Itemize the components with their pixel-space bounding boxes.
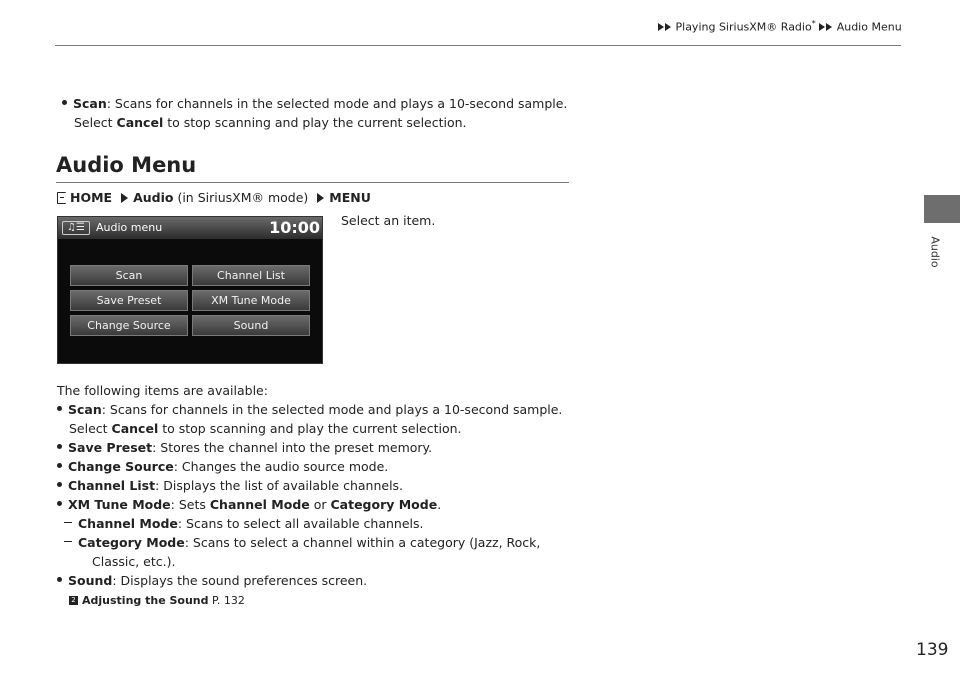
instruction-text: Select an item. xyxy=(341,213,436,228)
breadcrumb xyxy=(658,19,902,34)
list-lead: The following items are available: xyxy=(57,383,268,398)
bullet-icon xyxy=(57,482,62,487)
header-divider xyxy=(55,45,901,46)
list-item: Channel List: Displays the list of available channels. xyxy=(57,476,577,495)
breadcrumb-arrow-icon xyxy=(826,23,832,31)
breadcrumb-item-audio-menu[interactable]: Audio Menu xyxy=(836,20,902,34)
screen-change-source-button[interactable]: Change Source xyxy=(70,315,188,336)
screen-channel-list-button[interactable]: Channel List xyxy=(192,265,310,286)
screen-title: Audio menu xyxy=(96,221,163,234)
path-audio-note: (in SiriusXM® mode) xyxy=(173,190,309,205)
intro-bullet: Scan: Scans for channels in the selected mode and plays a 10-second sample. xyxy=(62,94,582,113)
breadcrumb-item-siriusxm[interactable]: Playing SiriusXM® Radio xyxy=(675,20,812,34)
section-divider xyxy=(56,182,569,183)
home-icon xyxy=(57,192,66,204)
intro-paragraph xyxy=(62,94,582,132)
screen-save-preset-button[interactable]: Save Preset xyxy=(70,290,188,311)
breadcrumb-arrow-icon xyxy=(658,23,664,31)
available-items-list xyxy=(57,381,577,610)
breadcrumb-arrow-icon xyxy=(819,23,825,31)
section-title: Audio Menu xyxy=(56,153,197,177)
screen-xm-tune-mode-button[interactable]: XM Tune Mode xyxy=(192,290,310,311)
list-item: Sound: Displays the sound preferences screen. xyxy=(57,571,577,590)
list-item: XM Tune Mode: Sets Channel Mode or Category Mode. xyxy=(57,495,577,514)
breadcrumb-asterisk: * xyxy=(811,19,816,28)
list-item-line-2: Select Cancel to stop scanning and play the current selection. xyxy=(69,421,462,436)
intro-line-2: Select Cancel to stop scanning and play the current selection. xyxy=(74,115,467,130)
sub-list-item: Channel Mode: Scans to select all available channels. xyxy=(57,514,577,533)
sub-list-item-line-2: Classic, etc.). xyxy=(92,554,176,569)
path-arrow-icon xyxy=(317,193,324,203)
bullet-icon xyxy=(62,100,67,105)
list-item: Scan: Scans for channels in the selected mode and plays a 10-second sample. xyxy=(57,400,577,419)
sub-list-item: Category Mode: Scans to select a channel within a category (Jazz, Rock, xyxy=(57,533,577,552)
bullet-icon xyxy=(57,501,62,506)
list-item: Save Preset: Stores the channel into the preset memory. xyxy=(57,438,577,457)
chapter-tab-label: Audio xyxy=(928,236,942,268)
list-item: Change Source: Changes the audio source mode. xyxy=(57,457,577,476)
breadcrumb-arrow-icon xyxy=(665,23,671,31)
bullet-icon xyxy=(57,406,62,411)
path-home: HOME xyxy=(70,190,113,205)
page-number: 139 xyxy=(916,640,949,660)
screen-clock: 10:00 xyxy=(269,218,320,237)
dash-icon xyxy=(64,541,72,542)
bullet-icon xyxy=(57,463,62,468)
screen-header xyxy=(58,217,323,239)
screen-sound-button[interactable]: Sound xyxy=(192,315,310,336)
dash-icon xyxy=(64,522,72,523)
audio-source-icon: ♫☰ xyxy=(62,221,90,235)
bullet-icon xyxy=(57,444,62,449)
audio-menu-screenshot xyxy=(57,216,323,364)
reference-icon: 2 xyxy=(69,596,78,605)
chapter-tab-marker xyxy=(924,195,960,223)
reference-link[interactable]: Adjusting the Sound xyxy=(82,594,209,607)
cross-reference[interactable] xyxy=(57,591,577,610)
path-arrow-icon xyxy=(121,193,128,203)
reference-page: P. 132 xyxy=(208,594,245,607)
screen-scan-button[interactable]: Scan xyxy=(70,265,188,286)
navigation-path xyxy=(57,190,371,205)
bullet-icon xyxy=(57,577,62,582)
path-menu: MENU xyxy=(329,190,371,205)
path-audio: Audio xyxy=(133,190,174,205)
